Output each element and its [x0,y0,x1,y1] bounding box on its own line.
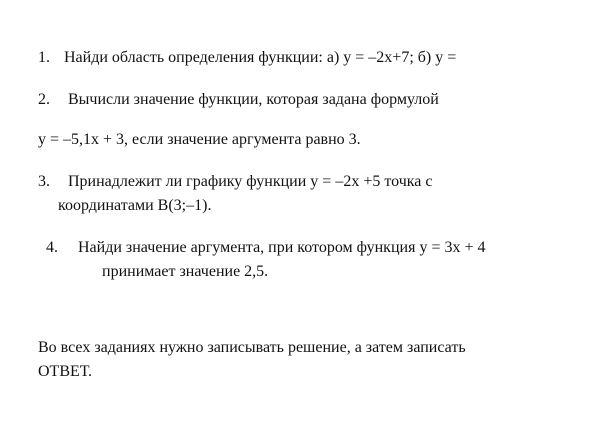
task-2 [38,90,439,110]
task-2-text: Вычисли значение функции, которая задана формулой [68,91,439,108]
task-2-number: 2. [38,91,50,108]
task-2-formula-text: y = –5,1x + 3, если значение аргумента равно 3. [38,131,361,148]
task-4-text: Найди значение аргумента, при котором функция y = 3x + 4 [78,239,486,256]
task-3 [38,172,433,192]
task-3-continuation: координатами B(3;–1). [58,197,212,214]
task-2-formula [38,130,361,150]
task-1 [38,48,456,68]
task-3-text: Принадлежит ли графику функции y = –2x +5 точка с [68,173,433,190]
task-1-text: Найди область определения функции: а) y = –2x+7; б) y = [64,49,457,66]
footer-line-2: ОТВЕТ. [38,363,92,380]
task-4 [46,238,485,258]
task-3-number: 3. [38,173,50,190]
task-4-continuation: принимает значение 2,5. [102,263,269,280]
task-4-number: 4. [46,239,58,256]
footer-line-1: Во всех заданиях нужно записывать решение, а затем записать [38,339,466,356]
task-1-number: 1. [38,49,50,66]
